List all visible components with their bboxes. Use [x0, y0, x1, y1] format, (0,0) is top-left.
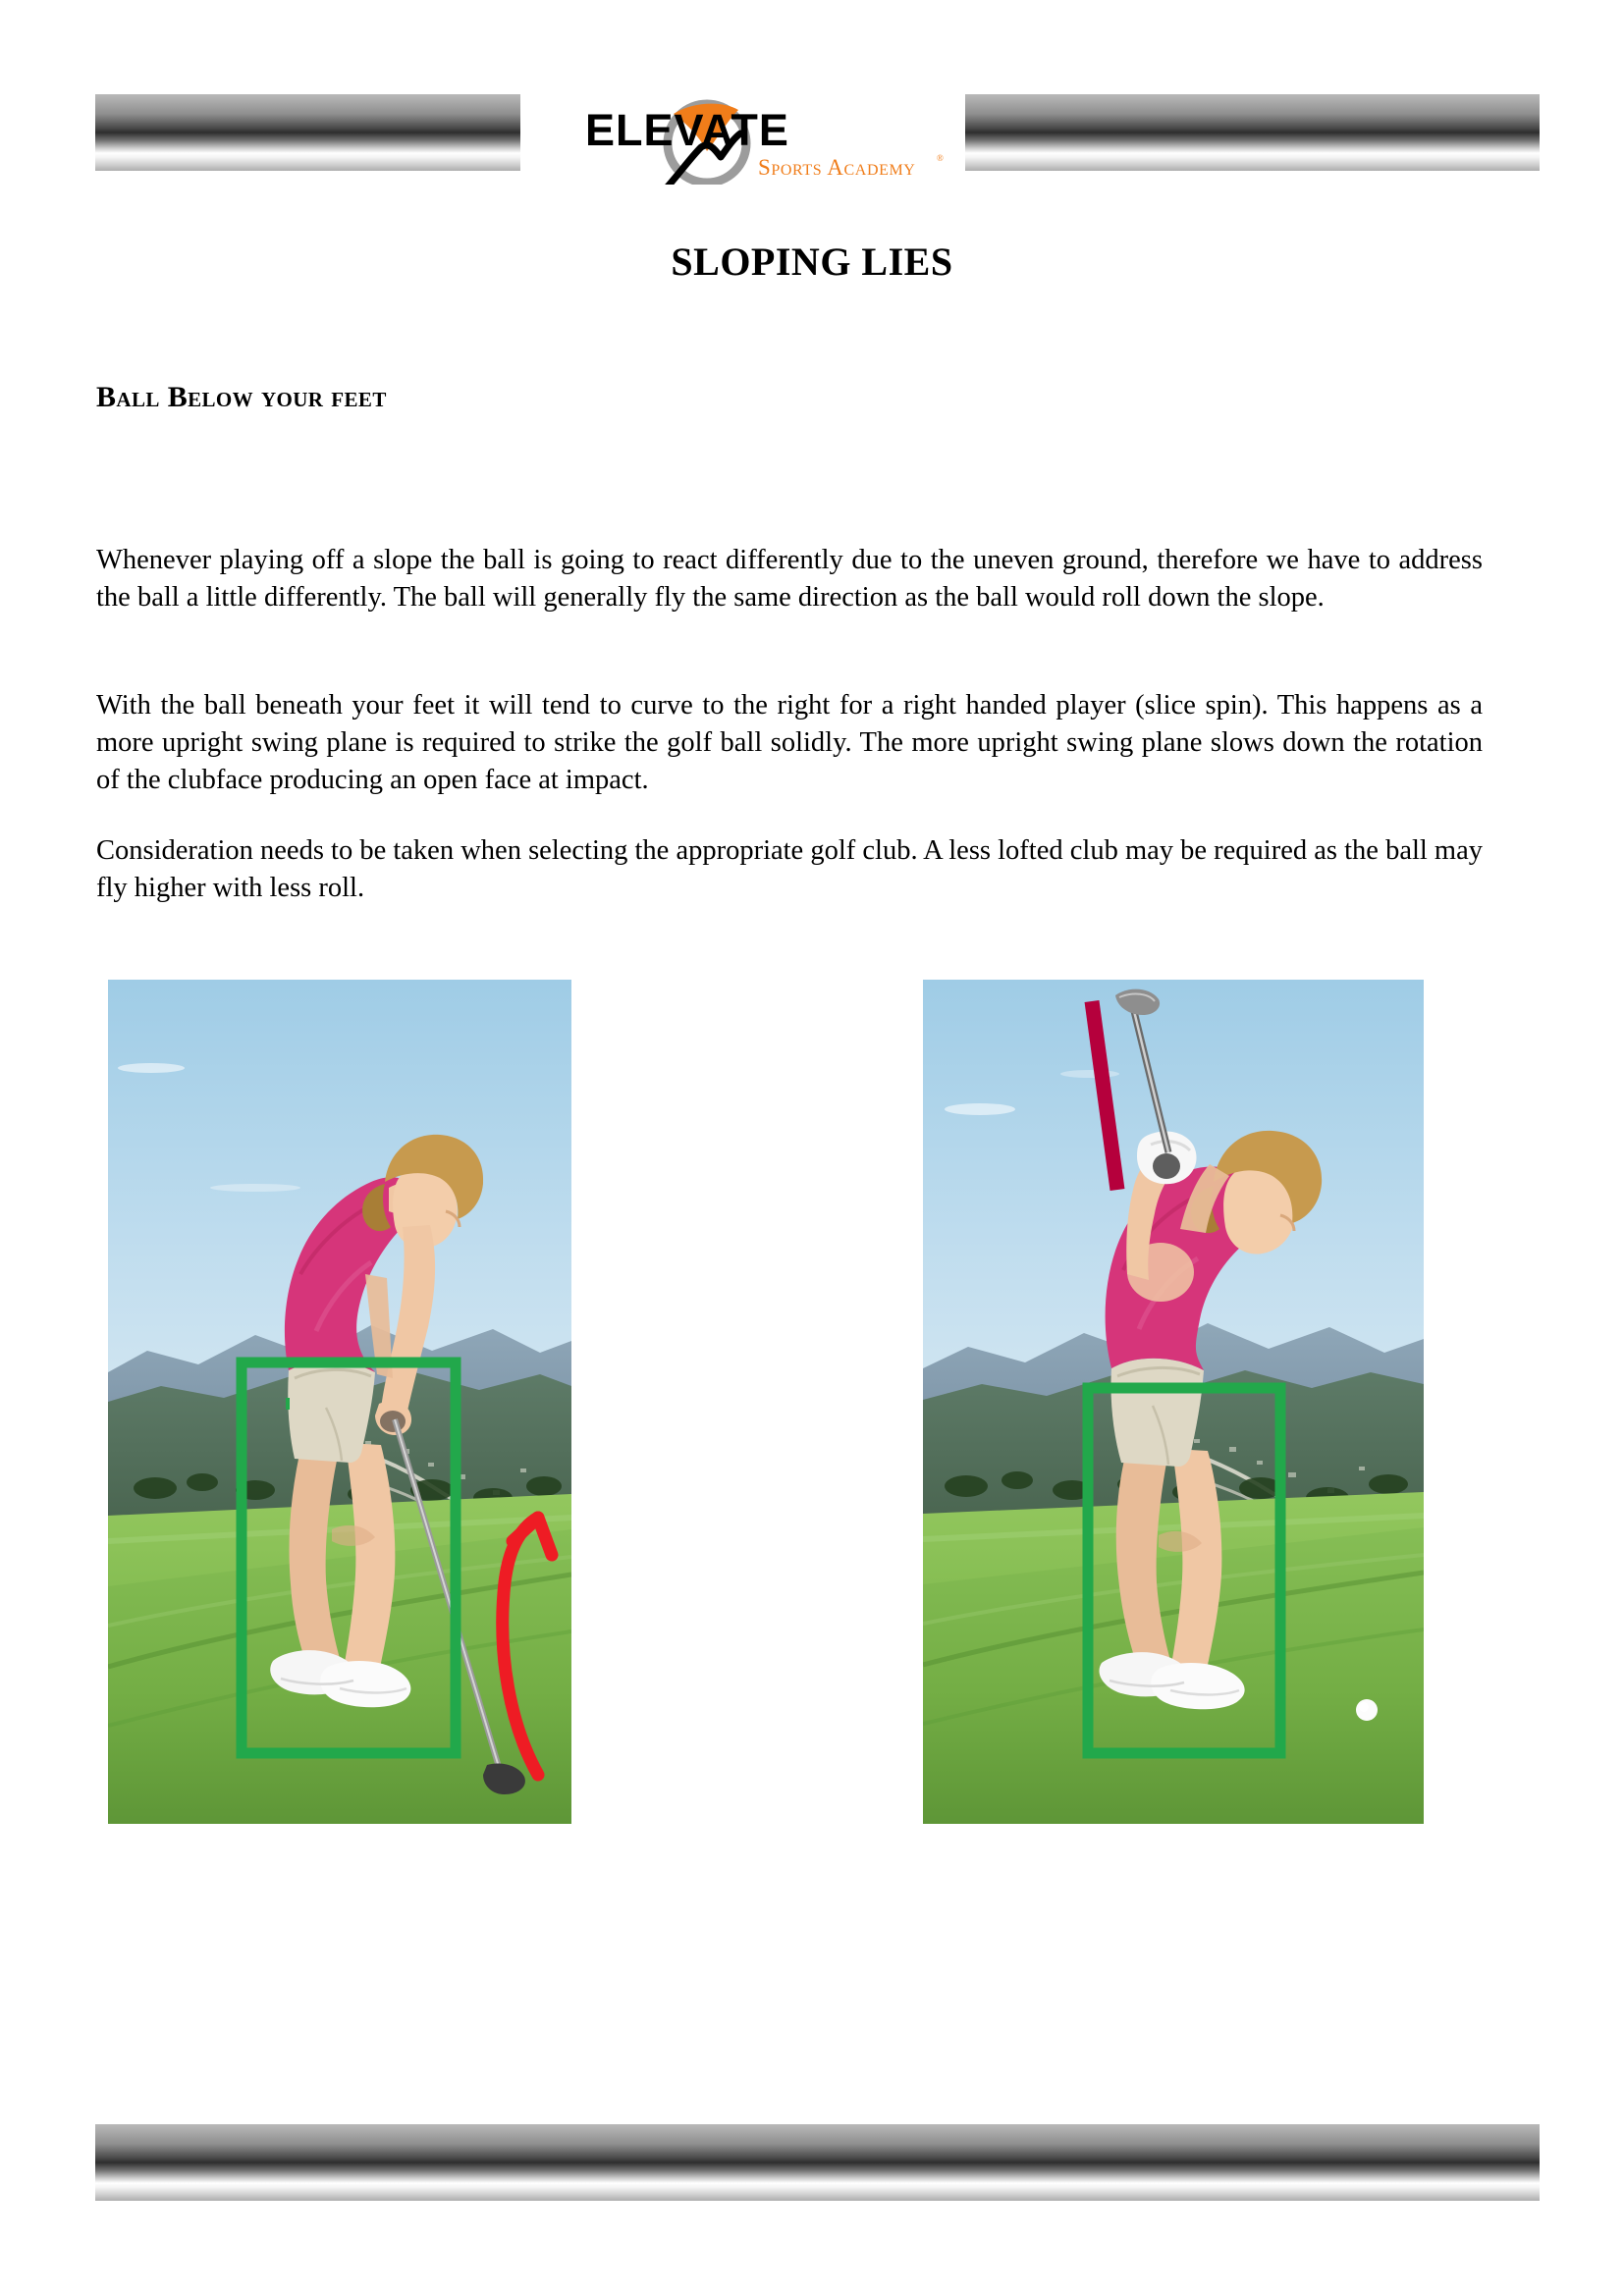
logo-trademark-mark: ® [937, 153, 944, 163]
body-paragraph-1: Whenever playing off a slope the ball is going to react differently due to the uneven ground, therefore we have to address the ball a little differently. The ball will generally fly the same direction as the ball would roll down the slope. [96, 545, 1483, 613]
logo-tagline-text: Sports Academy [758, 155, 916, 180]
photo-scene-right [923, 980, 1424, 1824]
page-title: SLOPING LIES [671, 240, 953, 284]
body-paragraph-3: Consideration needs to be taken when selecting the appropriate golf club. A less lofted club may be required as the ball may fly higher with less roll. [96, 835, 1483, 903]
address-position-photo [108, 980, 571, 1824]
logo-wordmark-text: ELEVATE [585, 105, 789, 155]
footer-bar [95, 2124, 1540, 2201]
elevate-sports-academy-logo [558, 96, 950, 185]
highlight-tick-mark [286, 1398, 290, 1410]
backswing-position-photo [923, 980, 1424, 1824]
photo-scene-left [108, 980, 571, 1824]
header-bar-left [95, 94, 520, 171]
club-grip [1153, 1153, 1180, 1179]
header-bar-right [965, 94, 1540, 171]
body-paragraph-2: With the ball beneath your feet it will tend to curve to the right for a right handed player (slice spin). This happens as a more upright swing plane is required to strike the golf ball solidly. The more upright swing plane slows down the rotation of the clubface producing an open face at impact. [96, 690, 1483, 795]
section-heading: Ball Below your feet [96, 381, 387, 413]
